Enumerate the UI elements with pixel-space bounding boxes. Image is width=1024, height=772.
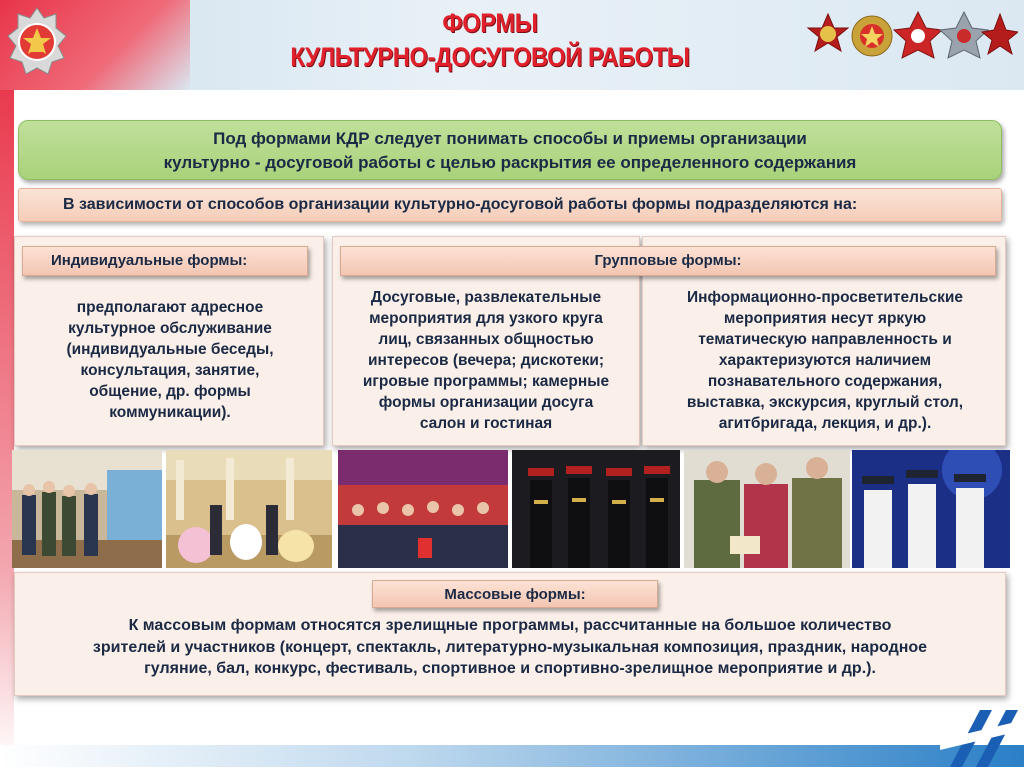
left-decor-band	[0, 90, 14, 767]
definition-line-2: культурно - досуговой работы с целью раскрытия ее определенного содержания	[163, 153, 857, 172]
group-left-line: салон и гостиная	[419, 415, 553, 432]
group-left-line: Досуговые, развлекательные	[370, 289, 602, 306]
academy-emblem-icon	[6, 6, 68, 82]
classification-bar: В зависимости от способов организации культурно-досуговой работы формы подразделяются на:	[18, 188, 1002, 222]
group-right-line: мероприятия несут яркую	[723, 310, 927, 327]
photo-ball-dance	[166, 450, 332, 568]
group-left-line: формы организации досуга	[378, 394, 594, 411]
definition-line-1: Под формами КДР следует понимать способы и приемы организации	[213, 129, 807, 148]
individual-line: (индивидуальные беседы,	[66, 341, 274, 358]
group-right-line: агитбригада, лекция, и др.).	[718, 415, 932, 432]
group-right-line: Информационно-просветительские	[686, 289, 964, 306]
group-left-line: интересов (вечера; дискотеки;	[367, 352, 605, 369]
group-text-right	[650, 287, 1000, 434]
group-label: Групповые формы:	[340, 246, 996, 276]
page-title	[240, 6, 740, 74]
definition-box	[18, 120, 1002, 180]
photo-choir-concert	[852, 450, 1010, 568]
group-right-line: характеризуются наличием	[718, 352, 932, 369]
group-text-left	[336, 287, 636, 434]
mass-line: К массовым формам относятся зрелищные программы, рассчитанные на большое количество	[128, 617, 892, 634]
photo-group-stage	[338, 450, 508, 568]
bottom-decor-line	[0, 745, 1024, 767]
military-orders-icon	[806, 8, 1018, 70]
group-right-line: тематическую направленность и	[698, 331, 952, 348]
title-line-2: КУЛЬТУРНО-ДОСУГОВОЙ РАБОТЫ	[290, 42, 690, 72]
photo-exhibition	[684, 450, 850, 568]
individual-line: культурное обслуживание	[68, 320, 272, 337]
group-left-line: игровые программы; камерные	[362, 373, 610, 390]
photo-hall-meeting	[12, 450, 162, 568]
individual-text	[30, 297, 310, 423]
mass-line: гуляние, бал, конкурс, фестиваль, спортивное и спортивно-зрелищное мероприятие и др.).	[144, 660, 876, 677]
group-right-line: выставка, экскурсия, круглый стол,	[686, 394, 964, 411]
group-left-line: мероприятия для узкого круга	[369, 310, 603, 327]
individual-line: предполагают адресное	[76, 299, 264, 316]
title-line-1: ФОРМЫ	[442, 8, 538, 38]
individual-label: Индивидуальные формы:	[22, 246, 308, 276]
individual-line: общение, др. формы	[89, 383, 251, 400]
mass-text	[18, 615, 1002, 680]
mass-label: Массовые формы:	[372, 580, 658, 608]
individual-line: консультация, занятие,	[80, 362, 260, 379]
mass-line: зрителей и участников (концерт, спектакль, литературно-музыкальная композиция, праздник, народное	[92, 638, 928, 656]
photo-cadets-parade	[512, 450, 680, 568]
group-left-line: лиц, связанных общностью	[378, 331, 594, 348]
corner-logo-icon	[940, 700, 1024, 767]
group-right-line: познавательного содержания,	[707, 373, 943, 390]
individual-line: коммуникации).	[109, 404, 231, 421]
